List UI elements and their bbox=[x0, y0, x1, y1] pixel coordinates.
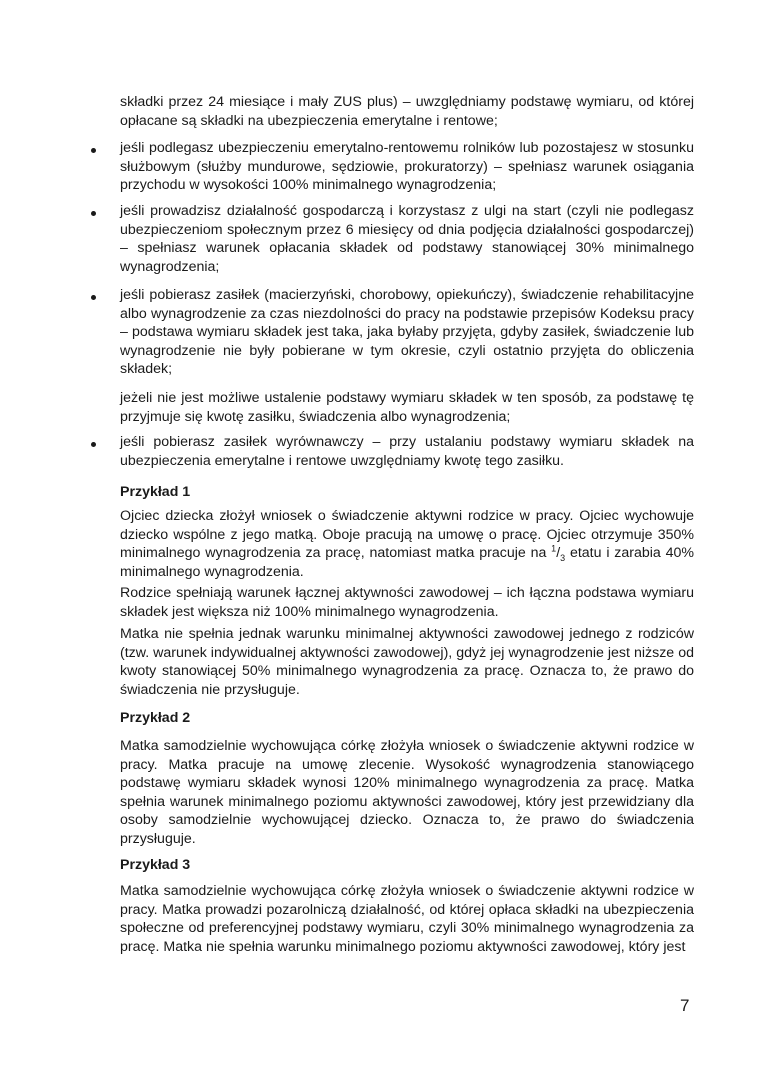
bullet-icon bbox=[91, 148, 96, 153]
example-text: Ojciec dziecka złożył wniosek o świadczenie aktywni rodzice w pracy. Ojciec wychowuje dziecko wspólne z jego matką. Oboje pracują na umowę o pracę. Ojciec otrzymuje 350% minimalnego wynagrodzenia za pracę, natomiast matka pracuje na bbox=[120, 508, 694, 562]
fraction-numerator: 1 bbox=[551, 543, 557, 554]
example-text: etatu i zarabia 40% minimalnego wynagrodzenia. bbox=[120, 545, 695, 580]
bullet-icon bbox=[91, 295, 96, 300]
fraction-slash: / bbox=[556, 545, 561, 562]
example-paragraph: Matka samodzielnie wychowująca córkę złożyła wniosek o świadczenie aktywni rodzice w pracy. Matka pracuje na umowę zlecenie. Wysokość wynagrodzenia stanowiącego podstawę wymiaru składek wynosi 120% minimalnego wynagrodzenia za pracę. Matka spełnia warunek minimalnego poziomu aktywności zawodowej, który jest przewidziany dla osoby samodzielnie wychowującej dziecko. Oznacza to, że prawo do świadczenia przysługuje. bbox=[120, 738, 694, 847]
example-paragraph: Rodzice spełniają warunek łącznej aktywności zawodowej – ich łączna podstawa wymiaru składek jest większa niż 100% minimalnego wynagrodzenia. bbox=[120, 585, 694, 620]
example-heading: Przykład 1 bbox=[120, 484, 191, 500]
example-paragraph: Matka samodzielnie wychowująca córkę złożyła wniosek o świadczenie aktywni rodzice w pracy. Matka prowadzi pozarolniczą działalność, od której opłaca składki na ubezpieczenia społeczne od preferencyjnej podstawy wymiaru, czyli 30% minimalnego wynagrodzenia za pracę. Matka nie spełnia warunku minimalnego poziomu aktywności zawodowej, który jest bbox=[120, 883, 694, 955]
bullet-icon bbox=[91, 442, 96, 447]
example-heading: Przykład 2 bbox=[120, 710, 191, 726]
continuation-paragraph: składki przez 24 miesiące i mały ZUS plus) – uwzględniamy podstawę wymiaru, od której opłacane są składki na ubezpieczenia emerytalne i rentowe; bbox=[120, 94, 694, 129]
fraction-denominator: 3 bbox=[560, 553, 566, 564]
bullet-note-paragraph: jeżeli nie jest możliwe ustalenie podstawy wymiaru składek w ten sposób, za podstawę tę przyjmuje się kwotę zasiłku, świadczenia albo wynagrodzenia; bbox=[120, 390, 694, 425]
example-paragraph: Matka nie spełnia jednak warunku minimalnej aktywności zawodowej jednego z rodziców (tzw. warunek indywidualnej aktywności zawodowej), gdyż jej wynagrodzenie jest niższe od kwoty stanowiącej 50% minimalnego wynagrodzenia za pracę. Oznacza to, że prawo do świadczenia nie przysługuje. bbox=[120, 626, 694, 698]
bullet-item: jeśli pobierasz zasiłek wyrównawczy – przy ustalaniu podstawy wymiaru składek na ubezpieczenia emerytalne i rentowe uwzględniamy kwotę tego zasiłku. bbox=[120, 434, 694, 469]
page-number: 7 bbox=[680, 996, 690, 1015]
bullet-item: jeśli podlegasz ubezpieczeniu emerytalno-rentowemu rolników lub pozostajesz w stosunku służbowym (służby mundurowe, sędziowie, prokuratorzy) – spełniasz warunek osiągania przychodu w wysokości 100% minimalnego wynagrodzenia; bbox=[120, 140, 694, 194]
example-paragraph bbox=[120, 507, 694, 581]
bullet-item: jeśli prowadzisz działalność gospodarczą i korzystasz z ulgi na start (czyli nie podlegasz ubezpieczeniom społecznym przez 6 miesięcy od dnia podjęcia działalności gospodarczej) – spełniasz warunek opłacania składek od podstawy stanowiącej 30% minimalnego wynagrodzenia; bbox=[120, 203, 694, 275]
bullet-icon bbox=[91, 211, 96, 216]
example-heading: Przykład 3 bbox=[120, 857, 191, 873]
bullet-item: jeśli pobierasz zasiłek (macierzyński, chorobowy, opiekuńczy), świadczenie rehabilitacyjne albo wynagrodzenie za czas niezdolności do pracy na podstawie przepisów Kodeksu pracy – podstawa wymiaru składek jest taka, jaka byłaby przyjęta, gdyby zasiłek, świadczenie lub wynagrodzenie nie były pobierane w tym okresie, czyli ostatnio przyjęta do obliczenia składek; bbox=[120, 287, 694, 378]
